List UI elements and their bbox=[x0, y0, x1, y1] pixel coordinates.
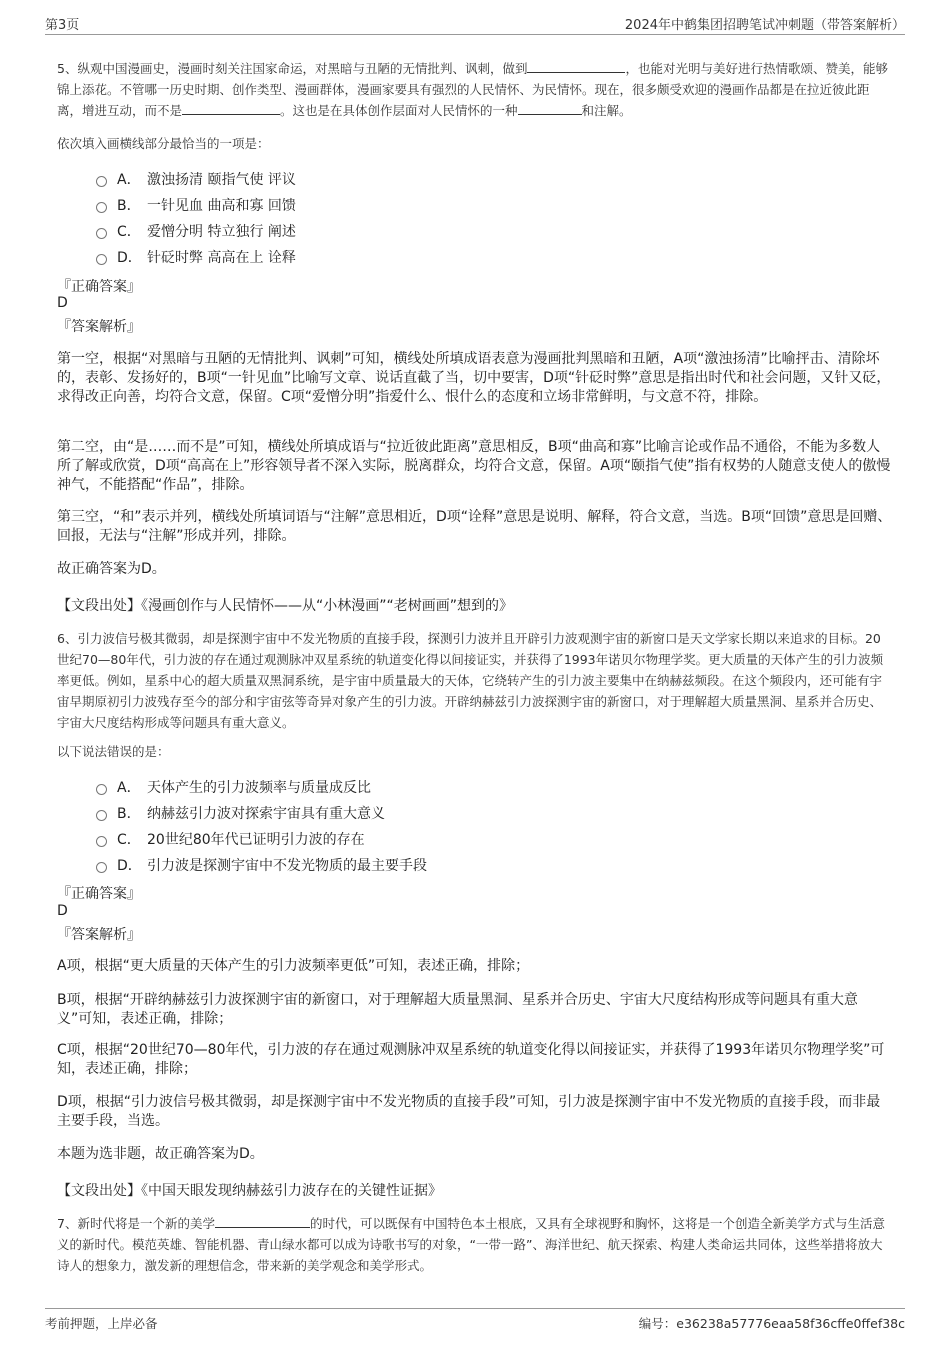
option-text: 针砭时弊 高高在上 诠释 bbox=[147, 250, 296, 266]
q6-prompt: 以下说法错误的是： bbox=[57, 744, 170, 759]
q5-option-c[interactable] bbox=[96, 220, 296, 242]
q6-stem: 6、引力波信号极其微弱，却是探测宇宙中不发光物质的直接手段，探测引力波并且开辟引力波观测宇宙的新窗口是天文学家长期以来追求的目标。20世纪70—80年代，引力波的存在通过观测脉冲双星系统的轨道变化得以间接证实，并获得了1993年诺贝尔物理学奖。更大质量的天体产生的引力波频率更低。例如，星系中心的超大质量双黑洞系统，是宇宙中质量最大的天体，它绕转产生的引力波主要集中在纳赫兹频段。在这个频段内，还可能有宇宙早期原初引力波残存至今的部分和宇宙弦等奇异对象产生的引力波。开辟纳赫兹引力波探测宇宙的新窗口，对于理解超大质量黑洞、星系并合历史、宇宙大尺度结构形成等问题具有重大意义。 bbox=[57, 631, 884, 730]
option-letter: B． bbox=[117, 198, 141, 214]
page-header bbox=[45, 12, 905, 35]
q5-source: 【文段出处】《漫画创作与人民情怀——从“小林漫画”“老树画画”想到的》 bbox=[57, 598, 514, 614]
q6-analysis-c: C项，根据“20世纪70—80年代，引力波的存在通过观测脉冲双星系统的轨道变化得以间接证实，并获得了1993年诺贝尔物理学奖”可知，表述正确，排除； bbox=[57, 1042, 885, 1077]
footer-slogan: 考前押题，上岸必备 bbox=[45, 1316, 158, 1331]
option-letter: A． bbox=[117, 780, 141, 796]
q7-stem-part-a: 7、新时代将是一个新的美学 bbox=[57, 1216, 215, 1231]
q6-analysis-b: B项，根据“开辟纳赫兹引力波探测宇宙的新窗口，对于理解超大质量黑洞、星系并合历史、宇宙大尺度结构形成等问题具有重大意义”可知，表述正确，排除； bbox=[57, 992, 858, 1027]
q5-stem-part-a: 5、纵观中国漫画史，漫画时刻关注国家命运，对黑暗与丑陋的无情批判、讽刺，做到 bbox=[57, 61, 528, 76]
q5-answer-tag: 『正确答案』 bbox=[57, 279, 141, 295]
q6-option-a[interactable] bbox=[96, 776, 371, 798]
q6-answer-tag: 『正确答案』 bbox=[57, 886, 141, 902]
q6-analysis-tag: 『答案解析』 bbox=[57, 927, 141, 943]
radio-icon[interactable] bbox=[96, 810, 107, 821]
blank-2 bbox=[182, 100, 280, 115]
option-text: 纳赫兹引力波对探索宇宙具有重大意义 bbox=[147, 806, 385, 822]
option-letter: D． bbox=[117, 858, 142, 874]
page-number: 第3页 bbox=[45, 18, 80, 33]
radio-icon[interactable] bbox=[96, 228, 107, 239]
q6-answer: D bbox=[57, 903, 68, 919]
q5-stem-part-b: ，也能对光明与美好进行热情歌颂、赞美，能够锦上添花。不管哪一历史时期、创作类型、漫画群体，漫画家要具有强烈的人民情怀、为民情怀。现在，很多颇受欢迎的漫画作品都是在拉近彼此距离，增进互动，而不是 bbox=[57, 61, 888, 118]
radio-icon[interactable] bbox=[96, 254, 107, 265]
radio-icon[interactable] bbox=[96, 836, 107, 847]
q6-option-c[interactable] bbox=[96, 828, 365, 850]
q5-answer: D bbox=[57, 295, 68, 311]
q5-stem-part-d: 和注解。 bbox=[581, 103, 632, 118]
q5-prompt: 依次填入画横线部分最恰当的一项是： bbox=[57, 136, 270, 151]
option-text: 引力波是探测宇宙中不发光物质的最主要手段 bbox=[147, 858, 427, 874]
option-letter: C． bbox=[117, 832, 141, 848]
q7-stem-part-b: 的时代，可以既保有中国特色本土根底，又具有全球视野和胸怀，这将是一个创造全新美学方式与生活意义的新时代。模范英雄、智能机器、青山绿水都可以成为诗歌书写的对象，“一带一路”、海洋世纪、航天探索、构建人类命运共同体，这些举措将放大诗人的想象力，激发新的理想信念，带来新的美学观念和美学形式。 bbox=[57, 1216, 885, 1273]
q6-analysis-d: D项，根据“引力波信号极其微弱，却是探测宇宙中不发光物质的直接手段”可知，引力波是探测宇宙中不发光物质的直接手段，而非最主要手段，当选。 bbox=[57, 1094, 881, 1129]
q5-option-a[interactable] bbox=[96, 168, 296, 190]
option-letter: C． bbox=[117, 224, 141, 240]
blank-q7 bbox=[215, 1213, 310, 1228]
q5-option-b[interactable] bbox=[96, 194, 296, 216]
q5-stem-part-c: 。这也是在具体创作层面对人民情怀的一种 bbox=[280, 103, 518, 118]
q5-analysis-p2: 第二空，由“是……而不是”可知，横线处所填成语与“拉近彼此距离”意思相反，B项“曲高和寡”比喻言论或作品不通俗，不能为多数人所了解或欣赏，D项“高高在上”形容领导者不深入实际，脱离群众，均符合文意，保留。A项“颐指气使”指有权势的人随意支使人的傲慢神气，不能搭配“作品”，排除。 bbox=[57, 439, 891, 493]
q5-analysis-p4: 故正确答案为D。 bbox=[57, 561, 166, 577]
q7-stem bbox=[57, 1213, 892, 1276]
q6-analysis-a: A项，根据“更大质量的天体产生的引力波频率更低”可知，表述正确，排除； bbox=[57, 958, 530, 974]
option-letter: B． bbox=[117, 806, 141, 822]
document-title: 2024年中鹤集团招聘笔试冲刺题（带答案解析） bbox=[624, 18, 905, 33]
blank-3 bbox=[518, 100, 582, 115]
q6-source: 【文段出处】《中国天眼发现纳赫兹引力波存在的关键性证据》 bbox=[57, 1183, 442, 1199]
q5-analysis-p3: 第三空，“和”表示并列，横线处所填词语与“注解”意思相近，D项“诠释”意思是说明、解释，符合文意，当选。B项“回馈”意思是回赠、回报，无法与“注解”形成并列，排除。 bbox=[57, 509, 892, 544]
option-text: 一针见血 曲高和寡 回馈 bbox=[147, 198, 296, 214]
option-letter: A． bbox=[117, 172, 141, 188]
radio-icon[interactable] bbox=[96, 202, 107, 213]
option-text: 天体产生的引力波频率与质量成反比 bbox=[147, 780, 371, 796]
footer-doc-id: 编号：e36238a57776eaa58f36cffe0ffef38c bbox=[638, 1316, 905, 1331]
option-letter: D． bbox=[117, 250, 142, 266]
q6-analysis-conclusion: 本题为选非题，故正确答案为D。 bbox=[57, 1146, 264, 1162]
page-footer bbox=[45, 1308, 905, 1333]
q5-stem bbox=[57, 58, 892, 121]
q6-option-d[interactable] bbox=[96, 854, 427, 876]
q5-option-d[interactable] bbox=[96, 246, 296, 268]
radio-icon[interactable] bbox=[96, 176, 107, 187]
blank-1 bbox=[527, 58, 625, 73]
q5-analysis-p1: 第一空，根据“对黑暗与丑陋的无情批判、讽刺”可知，横线处所填成语表意为漫画批判黑暗和丑陋，A项“激浊扬清”比喻抨击、清除坏的，表彰、发扬好的，B项“一针见血”比喻写文章、说话直截了当，切中要害，D项“针砭时弊”意思是指出时代和社会问题，又针又砭，求得改正向善，均符合文意，保留。C项“爱憎分明”指爱什么、恨什么的态度和立场非常鲜明，与文意不符，排除。 bbox=[57, 351, 891, 405]
option-text: 20世纪80年代已证明引力波的存在 bbox=[147, 832, 365, 848]
radio-icon[interactable] bbox=[96, 784, 107, 795]
q6-option-b[interactable] bbox=[96, 802, 385, 824]
option-text: 激浊扬清 颐指气使 评议 bbox=[147, 172, 296, 188]
radio-icon[interactable] bbox=[96, 862, 107, 873]
q5-analysis-tag: 『答案解析』 bbox=[57, 319, 141, 335]
option-text: 爱憎分明 特立独行 阐述 bbox=[147, 224, 296, 240]
